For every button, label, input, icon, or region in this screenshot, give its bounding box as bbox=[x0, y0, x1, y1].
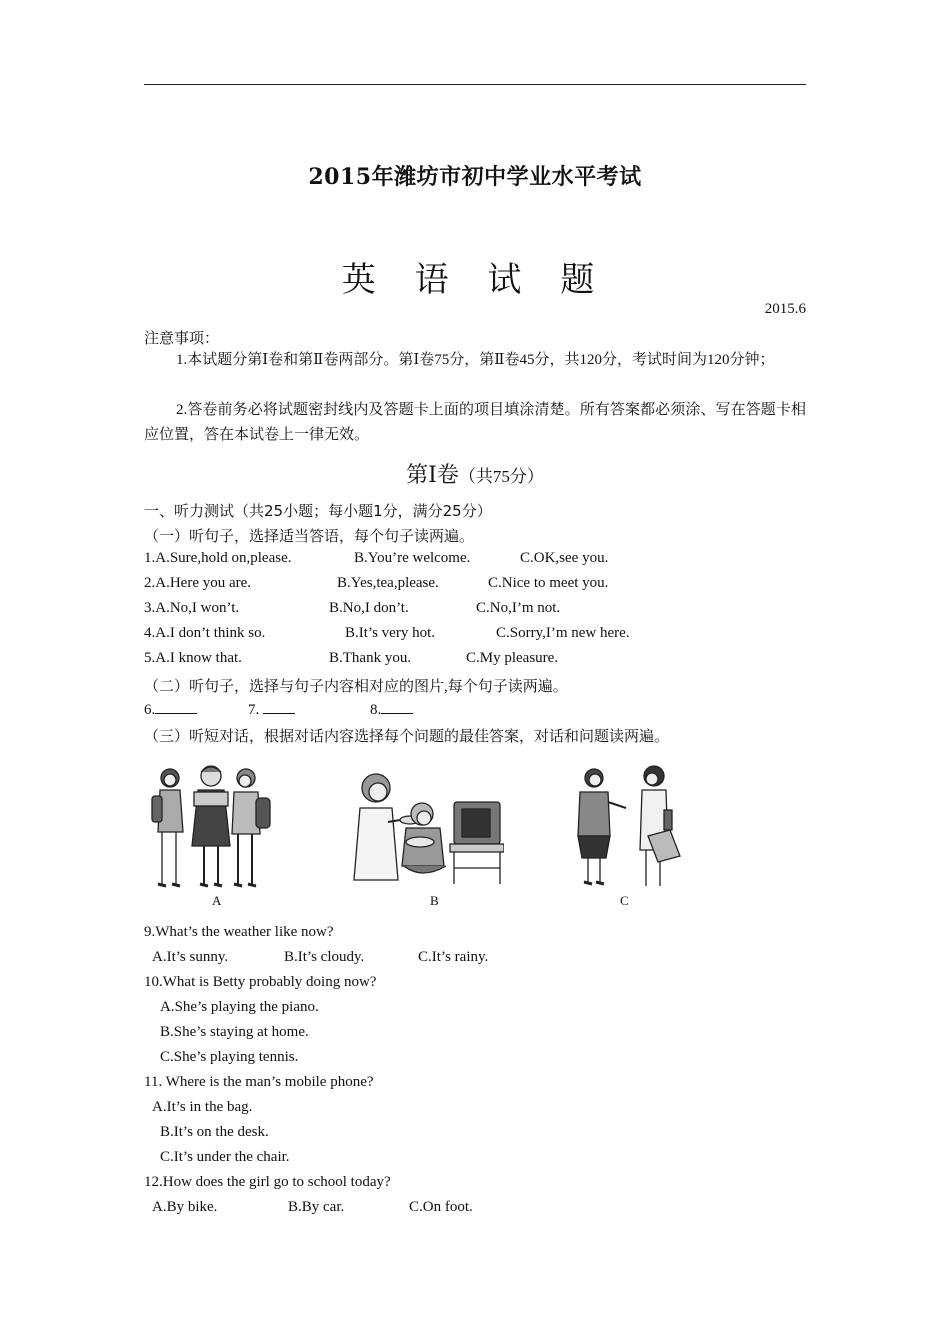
q11-option-a-text: A.It’s in the bag. bbox=[152, 1099, 253, 1115]
q9-stem-text: 9.What’s the weather like now? bbox=[144, 924, 334, 940]
q10-option-b-text: B.She’s staying at home. bbox=[160, 1024, 309, 1040]
q11-option-b-text: B.It’s on the desk. bbox=[160, 1124, 269, 1140]
sub3-instruction-text: （三）听短对话，根据对话内容选择每个问题的最佳答案，对话和问题读两遍。 bbox=[144, 729, 670, 745]
part-one-score: （共75分） bbox=[458, 467, 544, 486]
q5-option-b: B.Thank you. bbox=[329, 650, 412, 666]
exam-title: 2015年潍坊市初中学业水平考试 bbox=[308, 164, 642, 190]
q9-option-c: C.It’s rainy. bbox=[418, 949, 489, 965]
blank-8 bbox=[370, 700, 413, 719]
q2-option-b: B.Yes,tea,please. bbox=[337, 575, 439, 591]
q3-option-b: B.No,I don’t. bbox=[329, 600, 409, 616]
blank-6-number: 6. bbox=[144, 702, 156, 718]
q4-option-c: C.Sorry,I’m new here. bbox=[496, 625, 630, 641]
q12-option-a: A.By bike. bbox=[152, 1199, 218, 1215]
picture-a-children-illustration bbox=[148, 762, 274, 892]
q5-option-a: 5.A.I know that. bbox=[144, 650, 242, 666]
q10-stem-text: 10.What is Betty probably doing now? bbox=[144, 974, 377, 990]
sub1-instruction-text: （一）听句子，选择适当答语，每个句子读两遍。 bbox=[144, 529, 475, 545]
q1-option-a: 1.A.Sure,hold on,please. bbox=[144, 550, 292, 566]
header-rule bbox=[144, 84, 806, 85]
q4-option-b: B.It’s very hot. bbox=[345, 625, 435, 641]
blank-7-number: 7. bbox=[248, 702, 260, 718]
part-one-title bbox=[0, 458, 950, 489]
q10-option-c-text: C.She’s playing tennis. bbox=[160, 1049, 299, 1065]
q12-option-c: C.On foot. bbox=[409, 1199, 473, 1215]
notice-heading: 注意事项： bbox=[144, 329, 220, 347]
sub2-instruction-text: （二）听句子，选择与句子内容相对应的图片,每个句子读两遍。 bbox=[144, 679, 568, 695]
q4-option-a: 4.A.I don’t think so. bbox=[144, 625, 266, 641]
blank-6 bbox=[144, 700, 197, 719]
q2-option-c: C.Nice to meet you. bbox=[488, 575, 609, 591]
q11-stem-text: 11. Where is the man’s mobile phone? bbox=[144, 1074, 374, 1090]
q3-option-a: 3.A.No,I won’t. bbox=[144, 600, 240, 616]
q2-option-a: 2.A.Here you are. bbox=[144, 575, 252, 591]
q10-option-a-text: A.She’s playing the piano. bbox=[160, 999, 319, 1015]
blank-6-line bbox=[155, 700, 197, 714]
q1-option-c: C.OK,see you. bbox=[520, 550, 609, 566]
part-one-label: 第Ⅰ卷 bbox=[406, 462, 459, 487]
picture-b-label: B bbox=[430, 893, 439, 908]
exam-date: 2015.6 bbox=[764, 301, 806, 317]
q12-stem-text: 12.How does the girl go to school today? bbox=[144, 1174, 391, 1190]
blank-7-line bbox=[263, 700, 295, 714]
listening-section-heading: 一、听力测试（共25小题；每小题1分，满分25分） bbox=[144, 502, 492, 520]
notice-item-1: 1.本试题分第Ⅰ卷和第Ⅱ卷两部分。第Ⅰ卷75分，第Ⅱ卷45分，共120分，考试时间为120分钟； bbox=[176, 352, 775, 368]
picture-c-women-talking-illustration bbox=[570, 762, 682, 894]
picture-a-label: A bbox=[212, 893, 222, 908]
q1-option-b: B.You’re welcome. bbox=[354, 550, 471, 566]
q12-option-b: B.By car. bbox=[288, 1199, 345, 1215]
q9-option-a: A.It’s sunny. bbox=[152, 949, 229, 965]
q9-option-b: B.It’s cloudy. bbox=[284, 949, 365, 965]
picture-c-label: C bbox=[620, 893, 629, 908]
q5-option-c: C.My pleasure. bbox=[466, 650, 559, 666]
q3-option-c: C.No,I’m not. bbox=[476, 600, 561, 616]
q11-option-c-text: C.It’s under the chair. bbox=[160, 1149, 290, 1165]
blank-8-line bbox=[381, 700, 413, 714]
notice-item-2: 2.答卷前务必将试题密封线内及答题卡上面的项目填涂清楚。所有答案都必须涂、写在答题卡相应位置，答在本试卷上一律无效。 bbox=[144, 402, 806, 443]
blank-8-number: 8. bbox=[370, 702, 382, 718]
picture-b-family-tv-illustration bbox=[350, 762, 504, 888]
subject-title: 英 语 试 题 bbox=[341, 260, 609, 300]
blank-7 bbox=[248, 700, 295, 719]
